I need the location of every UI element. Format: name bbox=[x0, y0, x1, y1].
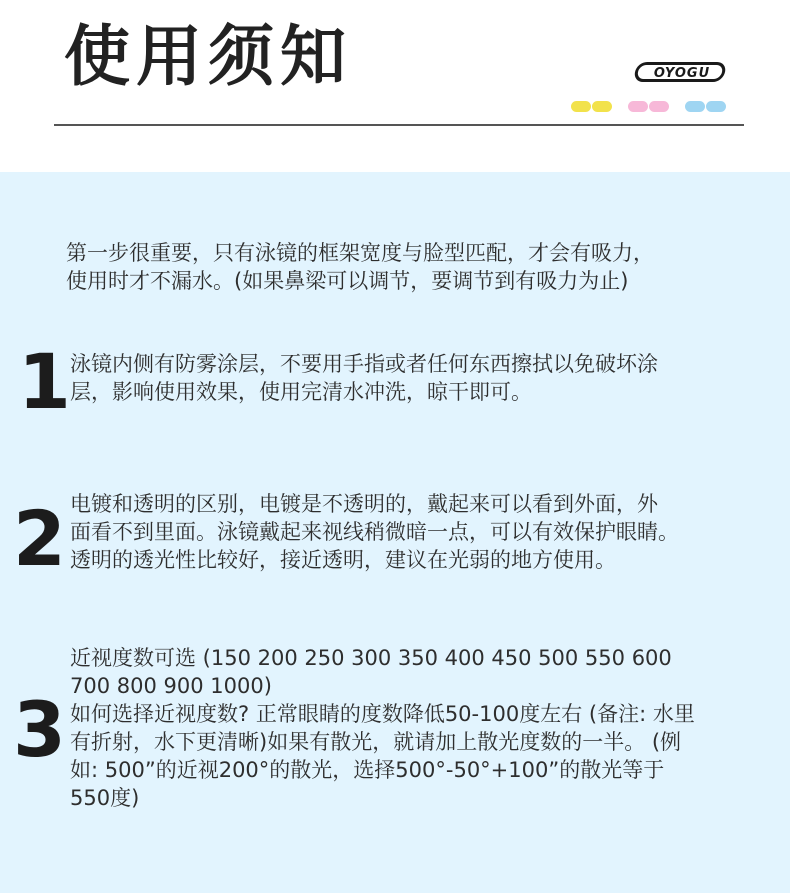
notice-panel bbox=[0, 172, 790, 893]
item-number-3: 3 bbox=[13, 685, 66, 774]
item-text-1: 泳镜内侧有防雾涂层，不要用手指或者任何东西擦拭以免破坏涂 层，影响使用效果，使用完清水冲洗，晾干即可。 bbox=[70, 352, 658, 404]
header-divider bbox=[54, 124, 744, 126]
dot-blue-right bbox=[706, 101, 726, 112]
dot-yellow-left bbox=[571, 101, 591, 112]
intro-text: 第一步很重要，只有泳镜的框架宽度与脸型匹配，才会有吸力， 使用时才不漏水。(如果鼻梁可以调节，要调节到有吸力为止) bbox=[66, 241, 654, 293]
item-number-2: 2 bbox=[13, 494, 66, 583]
item-text-3: 近视度数可选 (150 200 250 300 350 400 450 500 550 600 700 800 900 1000) 如何选择近视度数? 正常眼睛的度数降低50-100度左右 (备注: 水里 有折射，水下更清晰)如果有散光，就请加上散光度数的一半。 (例 如: 500”的近视200°的散光，选择500°-50°+100”的散光等于 550度) bbox=[70, 646, 695, 810]
brand-logo-text: OYOGU bbox=[653, 66, 711, 81]
brand-logo bbox=[632, 58, 728, 86]
decorative-dots bbox=[571, 101, 731, 115]
dot-blue-left bbox=[685, 101, 705, 112]
dot-pink-right bbox=[649, 101, 669, 112]
page-title: 使用须知 bbox=[64, 18, 352, 95]
dot-pink-left bbox=[628, 101, 648, 112]
header bbox=[0, 0, 790, 172]
dot-yellow-right bbox=[592, 101, 612, 112]
item-number-1: 1 bbox=[18, 337, 71, 426]
item-text-2: 电镀和透明的区别，电镀是不透明的，戴起来可以看到外面，外 面看不到里面。泳镜戴起来视线稍微暗一点，可以有效保护眼睛。 透明的透光性比较好，接近透明，建议在光弱的地方使用。 bbox=[70, 492, 679, 572]
